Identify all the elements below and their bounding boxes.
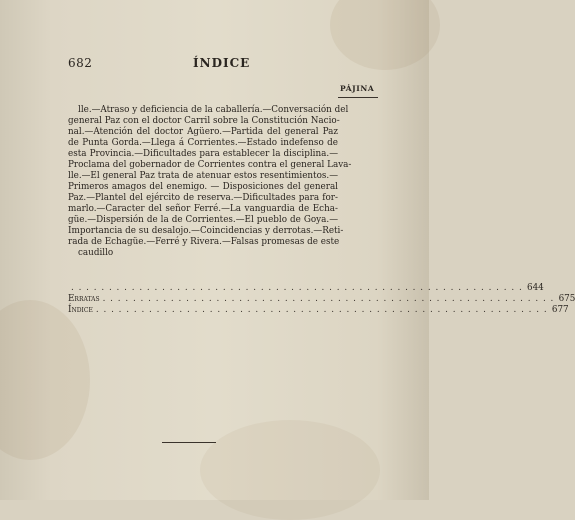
entry-page: 644 <box>526 283 544 293</box>
index-entry <box>68 294 575 305</box>
index-entries <box>68 283 575 316</box>
page-number: 682 <box>68 56 93 70</box>
end-rule <box>162 442 216 443</box>
paper-stain <box>0 300 90 460</box>
entry-page: 675 <box>558 294 575 304</box>
page-title: ÍNDICE <box>193 56 251 70</box>
paper-stain <box>200 420 380 520</box>
paragraph-line: rada de Echagüe.—Ferré y Rivera.—Falsas promesas de este <box>68 237 340 247</box>
paper-stain <box>330 0 440 70</box>
paragraph-line: Primeros amagos del enemigo. — Disposiciones del general <box>68 182 338 192</box>
paragraph-line: lle.—Atraso y deficiencia de la caballería.—Conversación del <box>78 105 349 115</box>
entry-page: 677 <box>551 305 569 315</box>
paragraph-line: güe.—Dispersión de la de Corrientes.—El pueblo de Goya.— <box>68 215 338 225</box>
paragraph-line: marlo.—Caracter del señor Ferré.—La vanguardia de Echa- <box>68 204 338 214</box>
paragraph-line: de Punta Gorda.—Llega á Corrientes.—Estado indefenso de <box>68 138 338 148</box>
index-entry <box>68 305 569 316</box>
column-header: PÁJINA <box>340 84 375 93</box>
column-header-rule <box>338 97 378 98</box>
entry-label: Erratas <box>68 294 100 304</box>
paragraph-line: nal.—Atención del doctor Agüero.—Partida del general Paz <box>68 127 338 137</box>
leader-dots: . . . . . . . . . . . . . . . . . . . . . . . . . . . . . . . . . . . . . . . . . . . . . . . . . . . . . . . . . . . . <box>71 283 523 293</box>
paragraph-line: esta Provincia.—Dificultades para establecer la disciplina.— <box>68 149 338 159</box>
paragraph-line: caudillo <box>78 248 114 258</box>
leader-dots: . . . . . . . . . . . . . . . . . . . . . . . . . . . . . . . . . . . . . . . . . . . . . . . . . . . . . . . . . . . . <box>95 305 548 315</box>
paragraph-line: Proclama del gobernador de Corrientes contra el general Lava- <box>68 160 352 170</box>
paragraph-line: Importancia de su desalojo.—Coincidencias y derrotas.—Reti- <box>68 226 344 236</box>
entry-label: Índice <box>68 305 93 315</box>
leader-dots: . . . . . . . . . . . . . . . . . . . . . . . . . . . . . . . . . . . . . . . . . . . . . . . . . . . . . . . . . . . . <box>102 294 555 304</box>
index-entry <box>68 283 544 294</box>
paragraph-line: general Paz con el doctor Carril sobre la Constitución Nacio- <box>68 116 340 126</box>
paragraph-line: Paz.—Plantel del ejército de reserva.—Dificultades para for- <box>68 193 338 203</box>
index-paragraph <box>68 105 352 259</box>
paragraph-line: lle.—El general Paz trata de atenuar estos resentimientos.— <box>68 171 338 181</box>
